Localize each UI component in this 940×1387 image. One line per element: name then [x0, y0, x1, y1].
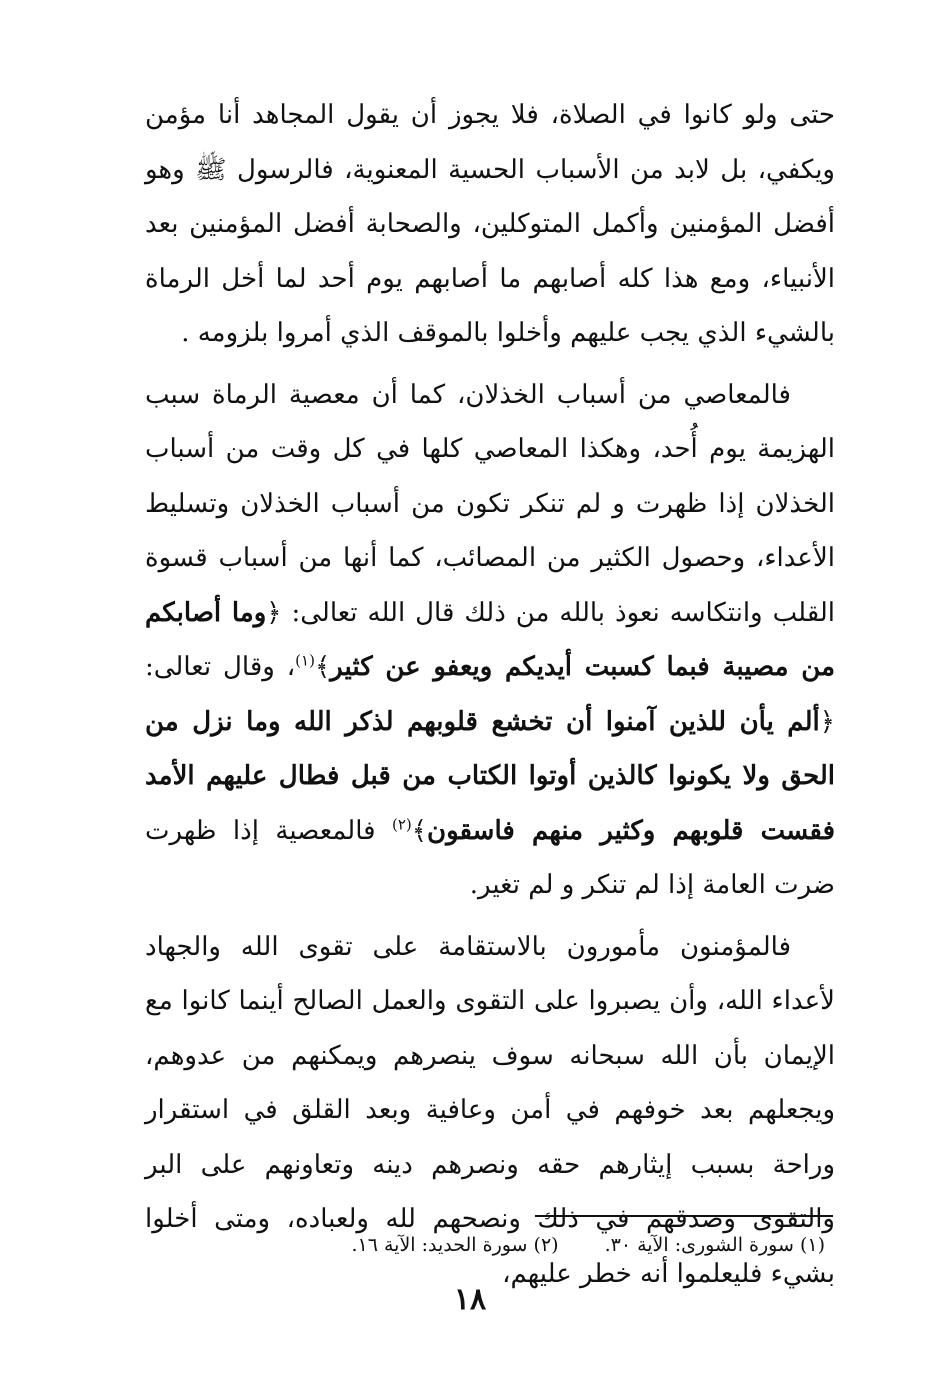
paragraph-3: فالمؤمنون مأمورون بالاستقامة على تقوى الله والجهاد لأعداء الله، وأن يصبروا على التقوى والعمل الصالح أينما كانوا مع الإيمان بأن الله سبحانه سوف ينصرهم ويمكنهم من عدوهم، ويجعلهم بعد خوفهم في أمن وعافية وبعد القلق في استقرار وراحة بسبب إيثارهم حقه ونصرهم دينه وتعاونهم على البر والتقوى وصدقهم في ذلك ونصحهم لله ولعباده، ومتى أخلوا بشيء فليعلموا أنه خطر عليهم،	[145, 931, 835, 1289]
ornate-bracket-open-1: ﴿	[266, 597, 282, 628]
footnote-ref-2: (٢)	[391, 814, 412, 833]
page-number: ١٨	[453, 1282, 487, 1317]
footnote-divider	[535, 1215, 833, 1217]
ornate-bracket-open-2: ﴿	[819, 706, 835, 737]
paragraph-2-between: ، وقال تعالى:	[145, 652, 296, 682]
footnote-ref-1: (١)	[295, 651, 315, 670]
footnote-2: (٢) سورة الحديد: الآية ١٦.	[351, 1234, 559, 1256]
paragraph-2	[145, 368, 835, 913]
page-body	[145, 88, 835, 1301]
quran-verse-2-text: ألم يأن للذين آمنوا أن تخشع قلوبهم لذكر الله وما نزل من الحق ولا يكونوا كالذين أوتوا الكتاب من قبل فطال عليهم الأمد فقست قلوبهم وكثير منهم فاسقون	[145, 706, 835, 846]
quran-verse-1-text: وما أصابكم من مصيبة فبما كسبت أيديكم ويعفو عن كثير	[145, 597, 835, 682]
ornate-bracket-close-2: ﴾	[411, 815, 427, 846]
footnote-1: (١) سورة الشورى: الآية ٣٠.	[604, 1234, 825, 1256]
ornate-bracket-close-1: ﴾	[314, 652, 331, 682]
paragraph-2-outro: فالمعصية إذا ظهرت ضرت العامة إذا لم تنكر و لم تغير.	[145, 815, 835, 900]
footnotes	[200, 1232, 825, 1258]
paragraph-1: حتى ولو كانوا في الصلاة، فلا يجوز أن يقول المجاهد أنا مؤمن ويكفي، بل لابد من الأسباب الحسية المعنوية، فالرسول ﷺ وهو أفضل المؤمنين وأكمل المتوكلين، والصحابة أفضل المؤمنين بعد الأنبياء، ومع هذا كله أصابهم ما أصابهم يوم أحد لما أخل الرماة بالشيء الذي يجب عليهم وأخلوا بالموقف الذي أمروا بلزومه .	[145, 100, 835, 348]
paragraph-2-intro: فالمعاصي من أسباب الخذلان، كما أن معصية الرماة سبب الهزيمة يوم أُحد، وهكذا المعاصي كلها في كل وقت من أسباب الخذلان إذا ظهرت و لم تنكر تكون من أسباب الخذلان وتسليط الأعداء، وحصول الكثير من المصائب، كما أنها من أسباب قسوة القلب وانتكاسه نعوذ بالله من ذلك قال الله تعالى:	[145, 379, 836, 628]
